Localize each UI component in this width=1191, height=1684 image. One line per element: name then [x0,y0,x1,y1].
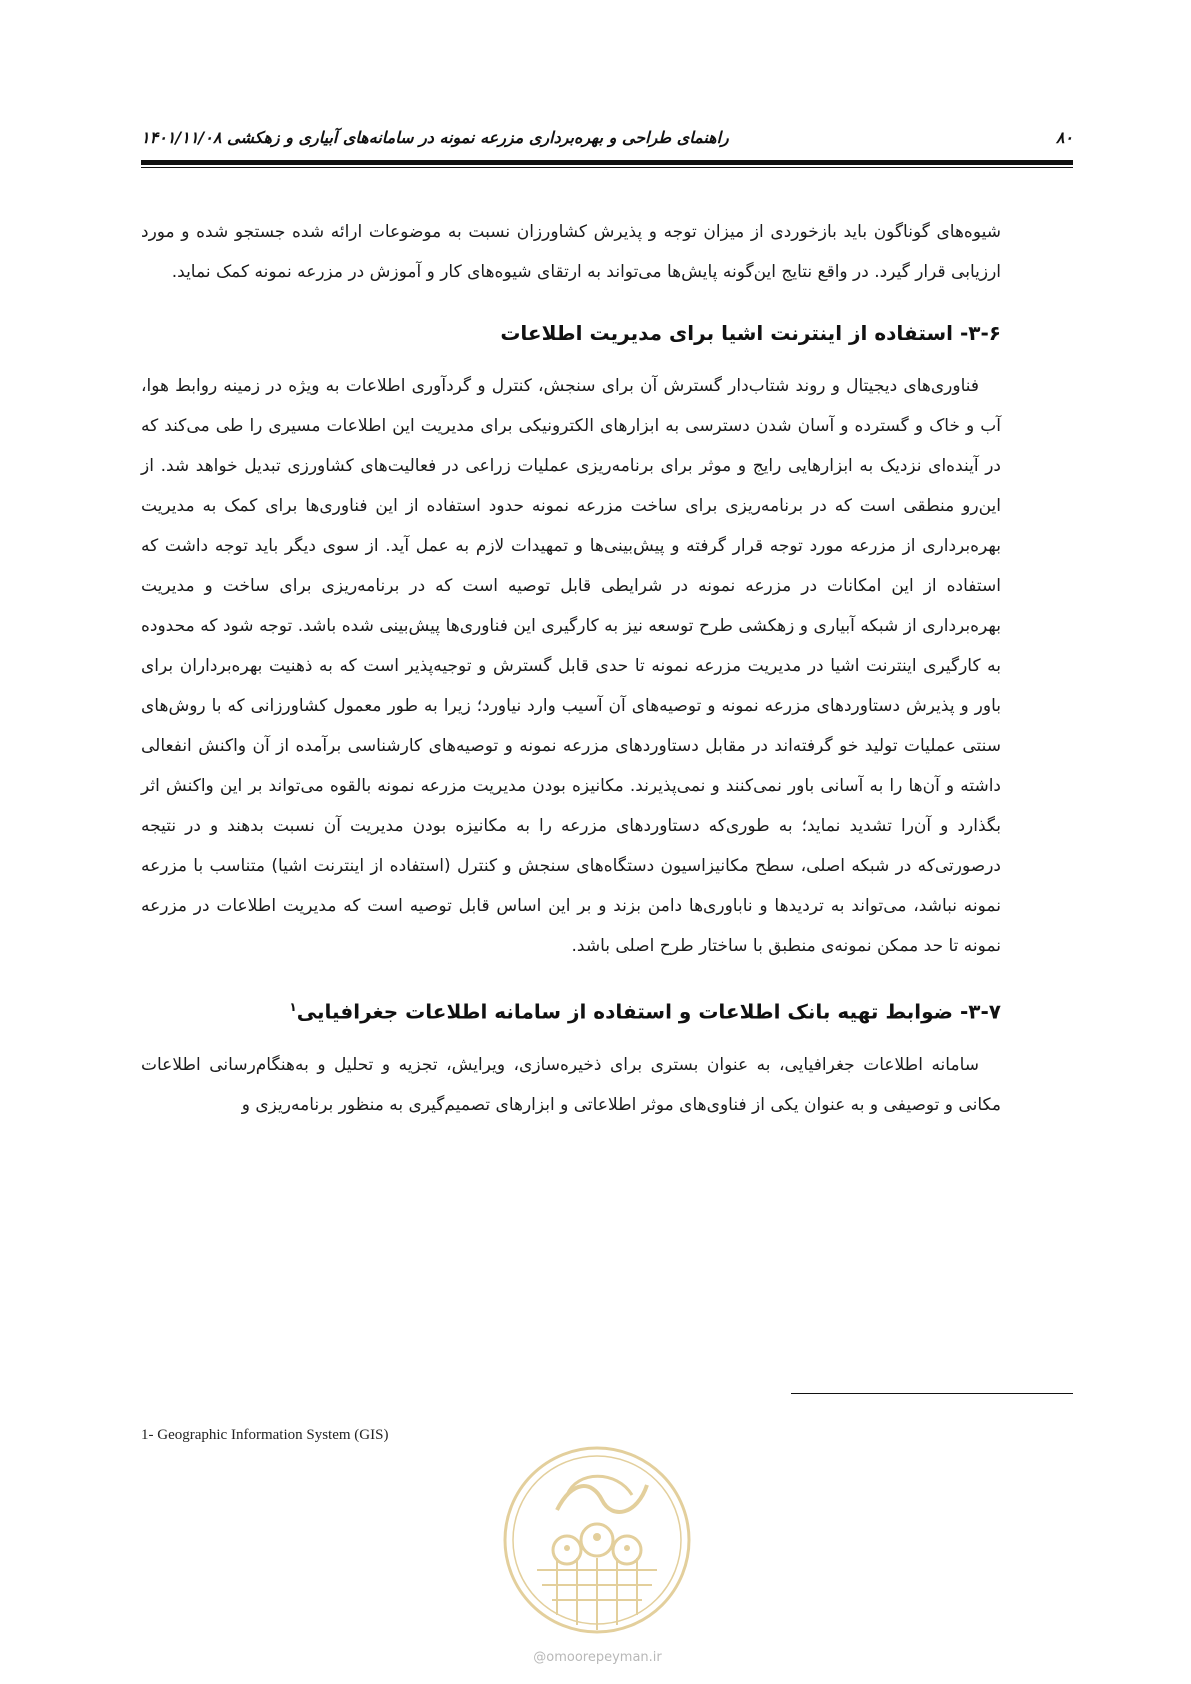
section-heading-3-7 [141,992,1001,1027]
watermark-logo [497,1440,697,1640]
footnote: 1- Geographic Information System (GIS) [141,1427,389,1443]
header-rule-thin [141,167,1073,168]
body-content [141,212,1001,1125]
paragraph-2: فناوری‌های دیجیتال و روند شتاب‌دار گسترش آن برای سنجش، کنترل و گردآوری اطلاعات به ویژه در زمینه روابط هوا، آب و خاک و گسترده و آسان شدن دسترسی به ابزارهای الکترونیکی برای مدیریت این اطلاعات مسیری را طی می‌کند که در آینده‌ای نزدیک به ابزارهایی رایج و موثر برای برنامه‌ریزی عملیات زراعی در فعالیت‌های کشاورزی تبدیل خواهد شد. از این‌رو منطقی است که در برنامه‌ریزی برای ساخت مزرعه نمونه حدود استفاده از این فناوری‌ها برای کمک به مدیریت بهره‌برداری از مزرعه مورد توجه قرار گرفته و پیش‌بینی‌ها و تمهیدات لازم به عمل آید. از سوی دیگر باید توجه داشت که استفاده از این امکانات در مزرعه نمونه در شرایطی قابل توصیه است که در برنامه‌ریزی برای ساخت و مدیریت بهره‌برداری از شبکه آبیاری و زهکشی طرح توسعه نیز به کارگیری این فناوری‌ها پیش‌بینی شده باشد. توجه شود که محدوده به کارگیری اینترنت اشیا در مدیریت مزرعه نمونه تا حدی قابل گسترش و توجیه‌پذیر است که به ذهنیت بهره‌برداران برای باور و پذیرش دستاوردهای مزرعه نمونه و توصیه‌های آن آسیب وارد نیاورد؛ زیرا به طور معمول کشاورزانی که با روش‌های سنتی عملیات تولید خو گرفته‌اند در مقابل دستاوردهای مزرعه نمونه و توصیه‌های کارشناسی برآمده از آن واکنش انفعالی داشته و آن‌ها را به آسانی باور نمی‌کنند و نمی‌پذیرند. مکانیزه بودن مدیریت مزرعه نمونه بالقوه می‌تواند بر این واکنش اثر بگذارد و آن‌را تشدید نماید؛ به طوری‌که دستاوردهای مزرعه را به مکانیزه بودن مدیریت آن نسبت بدهند و در نتیجه درصورتی‌که در شبکه اصلی، سطح مکانیزاسیون دستگاه‌های سنجش و کنترل (استفاده از اینترنت اشیا) متناسب با مزرعه نمونه نباشد، می‌تواند به تردیدها و ناباوری‌ها دامن بزند و بر این اساس قابل توصیه است که مدیریت اطلاعات در مزرعه نمونه تا حد ممکن نمونه‌ی منطبق با ساختار طرح اصلی باشد. [141,376,1001,956]
paragraph-3: سامانه اطلاعات جغرافیایی، به عنوان بستری برای ذخیره‌سازی، ویرایش، تجزیه و تحلیل و به‌هنگام‌رسانی اطلاعات مکانی و توصیفی و به عنوان یکی از فناوی‌های موثر اطلاعاتی و ابزارهای تصمیم‌گیری به منظور برنامه‌ریزی و [141,1054,1001,1115]
page-number: ۸۰ [1055,128,1073,147]
footnote-marker: ۱ [289,1000,297,1014]
watermark-url: @omoorepeyman.ir [533,1650,662,1665]
header-rule-thick [141,160,1073,165]
paragraph-1: شیوه‌های گوناگون باید بازخوردی از میزان توجه و پذیرش کشاورزان نسبت به موضوعات ارائه شده جستجو شده و مورد ارزیابی قرار گیرد. در واقع نتایج این‌گونه پایش‌ها می‌تواند به ارتقای شیوه‌های کار و آموزش در مزرعه نمونه کمک نماید. [141,222,1001,282]
section-heading-3-7-text: ۳-۷- ضوابط تهیه بانک اطلاعات و استفاده از سامانه اطلاعات جغرافیایی [296,999,1001,1024]
footnote-rule [791,1393,1073,1394]
running-header [141,128,1073,154]
header-title: راهنمای طراحی و بهره‌برداری مزرعه نمونه در سامانه‌های آبیاری و زهکشی ۱۴۰۱/۱۱/۰۸ [141,128,729,147]
section-heading-3-6: ۳-۶- استفاده از اینترنت اشیا برای مدیریت اطلاعات [500,321,1001,345]
